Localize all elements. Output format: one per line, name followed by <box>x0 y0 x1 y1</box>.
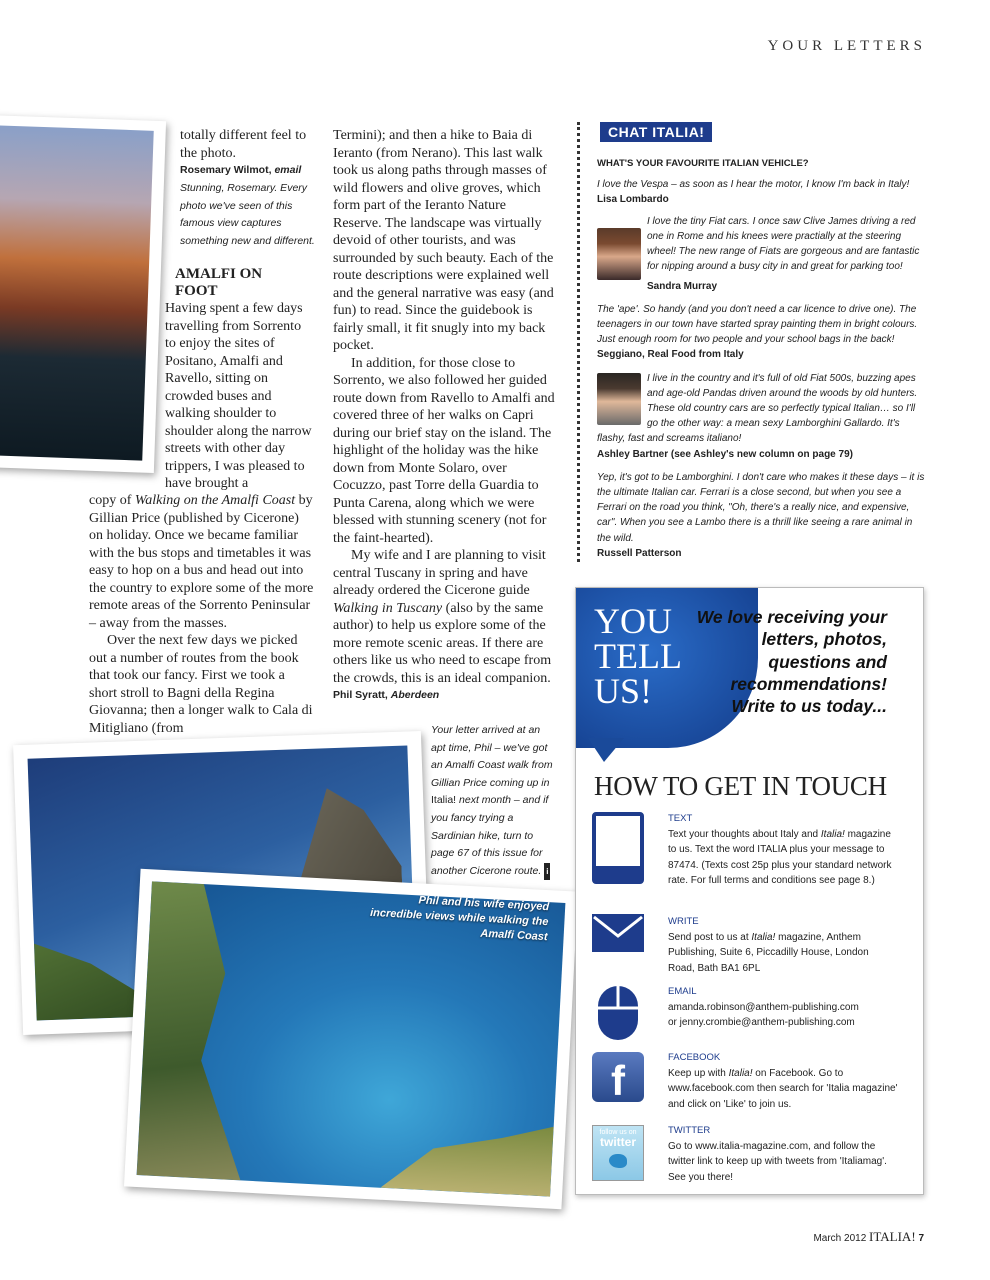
chat-entry-name: Russell Patterson <box>597 547 682 559</box>
col1-top-text: totally different feel to the photo. <box>180 128 307 161</box>
rosemary-signature: Rosemary Wilmot, email <box>180 164 302 176</box>
chat-entry <box>597 214 927 280</box>
chat-entry-text: I love the Vespa – as soon as I hear the motor, I know I'm back in Italy! <box>597 179 910 191</box>
col1-wrap-text: Having spent a few days travelling from Sorrento to enjoy the sites of Positano, Amalfi and Ravello, sitting on crowded buses and walking shoulder to shoulder along the narrow streets with other day trippers, I was pleased to have brought a <box>165 301 312 491</box>
how-to-get-in-touch-heading: HOW TO GET IN TOUCH <box>594 771 887 801</box>
chat-entry-text: I live in the country and it's full of old Fiat 500s, buzzing apes and age-old Pandas driven around the woods by old hunters. These old country cars are so perfectly typical Italian… so I'll go the other way: a mean sexy Lamborghini Gallardo. It's flashy, fast and screams italiano! <box>597 372 918 445</box>
avatar <box>597 228 641 280</box>
chat-entry-name: Sandra Murray <box>647 280 718 292</box>
magazine-name: ITALIA! <box>869 1229 916 1244</box>
you-tell-us-box <box>575 587 924 1195</box>
chat-italia <box>597 156 927 569</box>
email-link-1[interactable]: amanda.robinson@anthem-publishing.com <box>668 1002 859 1014</box>
section-header: YOUR LETTERS <box>767 38 926 54</box>
we-love-text: We love receiving your letters, photos, questions and recommendations! Write to us today... <box>696 607 887 717</box>
contact-twitter: TWITTER Go to www.italia-magazine.com, and follow the twitter link to keep up with tweets from 'Italiamag'. See you there! <box>668 1125 887 1183</box>
article-subhead: AMALFI ON FOOT <box>175 266 263 299</box>
phil-editor-reply: Your letter arrived at an apt time, Phil – we've got an Amalfi Coast walk from Gillian Price coming up in Italia! next month – and if you fancy trying a Sardinian hike, turn to page 67 of this issue for another Cicerone route. i <box>431 722 555 880</box>
chat-question: WHAT'S YOUR FAVOURITE ITALIAN VEHICLE? <box>597 158 809 169</box>
speech-bubble-tail <box>588 738 624 762</box>
issue-date: March 2012 <box>813 1233 867 1244</box>
rosemary-editor-reply: Stunning, Rosemary. Every photo we've seen of this famous view captures something new and different. <box>180 182 315 247</box>
avatar <box>597 373 641 425</box>
chat-entry-text: I love the tiny Fiat cars. I once saw Clive James driving a red one in Rome and his knees were practially at the steering wheel! The new range of Fiats are gorgeous and are fantastic for nipping around a busy city in and great for parking too! <box>647 215 920 273</box>
article-col1-wrap <box>165 266 315 493</box>
col1-para1-end: copy of Walking on the Amalfi Coast by Gillian Price (published by Cicerone) on holiday. Once we became familiar with the bus stops and timetables it was easy to hop on a bus and head out into the country to explore some of the more remote areas of the Sorrento Peninsular – away from the masses. <box>89 493 314 631</box>
contact-text: TEXT Text your thoughts about Italy and Italia! magazine to us. Text the word ITALIA plus your message to 87474. (Texts cost 25p plus your standard network rate. For full terms and conditions see page 8.) <box>668 813 892 886</box>
phone-icon <box>592 812 644 884</box>
chat-entry-text: Yep, it's got to be Lamborghini. I don't care who makes it these days – it is the ultimate Italian car. Ferrari is a close second, but when you see a Ferrari on the road you think, "Oh, there's a really nice, and expensive, car". When you see a Lambo there is a thrill like seeing a rare animal in the wild. <box>597 471 925 544</box>
page-number: 7 <box>918 1233 924 1244</box>
phil-signature: Phil Syratt, Aberdeen <box>333 689 440 701</box>
twitter-icon: follow us on twitter <box>592 1125 644 1181</box>
chat-entry-text: The 'ape'. So handy (and you don't need a car licence to drive one). The teenagers in our town have started spray painting them in bright colours. Just enough room for two people and your school bags in the back! <box>597 303 918 346</box>
envelope-icon <box>592 914 644 952</box>
col2-para2: In addition, for those close to Sorrento, we also followed her guided route down from Ravello to Amalfi and covered three of her walks on Capri during our brief stay on the island. The highlight of the holiday was the hike down from Monte Solaro, over Cocuzzo, past Torre della Guardia to Punta Carena, along which we were blessed with stunning scenery (not for the faint-hearted). <box>333 355 555 546</box>
col1-para2: Over the next few days we picked out a number of routes from the book that took our fancy. First we took a short stroll to Bagni della Regina Giovanna; then a longer walk to Cala di Mitigliano (from <box>89 633 313 736</box>
email-link-2[interactable]: or jenny.crombie@anthem-publishing.com <box>668 1017 855 1029</box>
book-title-amalfi: Walking on the Amalfi Coast <box>134 493 296 508</box>
book-title-tuscany: Walking in Tuscany <box>333 600 443 616</box>
chat-entry <box>597 371 927 447</box>
col2-para3: My wife and I are planning to visit central Tuscany in spring and have already ordered the Cicerone guide Walking in Tuscany (also by the same author) to help us explore some of the more remote scenic areas. If there are others like us who need to escape from the crowds, this is an ideal companion. <box>333 548 552 686</box>
chat-entry-name: Seggiano, Real Food from Italy <box>597 349 744 361</box>
italia-end-mark: i <box>544 863 550 881</box>
chat-italia-badge: CHAT ITALIA! <box>600 122 712 142</box>
article-col2 <box>333 127 557 704</box>
article-col1-top <box>180 127 320 250</box>
contact-write: WRITE Send post to us at Italia! magazine, Anthem Publishing, Suite 6, Piccadilly House, London Road, Bath BA1 6PL <box>668 916 869 974</box>
page-footer <box>813 1229 924 1245</box>
mouse-icon <box>592 984 644 1042</box>
coast-photo-2 <box>124 869 578 1209</box>
chat-entry-name: Ashley Bartner (see Ashley's new column on page 79) <box>597 448 853 460</box>
facebook-icon: f <box>592 1052 644 1102</box>
twitter-bird-icon <box>609 1154 627 1168</box>
venice-photo <box>0 115 166 473</box>
column-divider <box>577 122 580 562</box>
contact-email: EMAIL amanda.robinson@anthem-publishing.com or jenny.crombie@anthem-publishing.com <box>668 984 898 1031</box>
col2-para1: Termini); and then a hike to Baia di Ieranto (from Nerano). This last walk took us along paths through masses of wild flowers and olive groves, which form part of the Ieranto Nature Reserve. The landscape was virtually devoid of other tourists, and was surrounded by such beauty. Each of the route descriptions were explained well and the general narrative was easy (and fun) to read. Since the guidebook is fairly small, it fit snugly into my back pocket. <box>333 128 554 353</box>
you-tell-us-heading: YOU TELL US! <box>594 601 682 711</box>
photo-caption: Phil and his wife enjoyed incredible views while walking the Amalfi Coast <box>369 894 550 944</box>
article-col1-bottom <box>89 492 315 737</box>
contact-facebook: FACEBOOK Keep up with Italia! on Facebook. Go to www.facebook.com then search for 'Italia magazine' and click on 'Like' to join us. <box>668 1052 898 1110</box>
chat-entry-name: Lisa Lombardo <box>597 194 669 206</box>
